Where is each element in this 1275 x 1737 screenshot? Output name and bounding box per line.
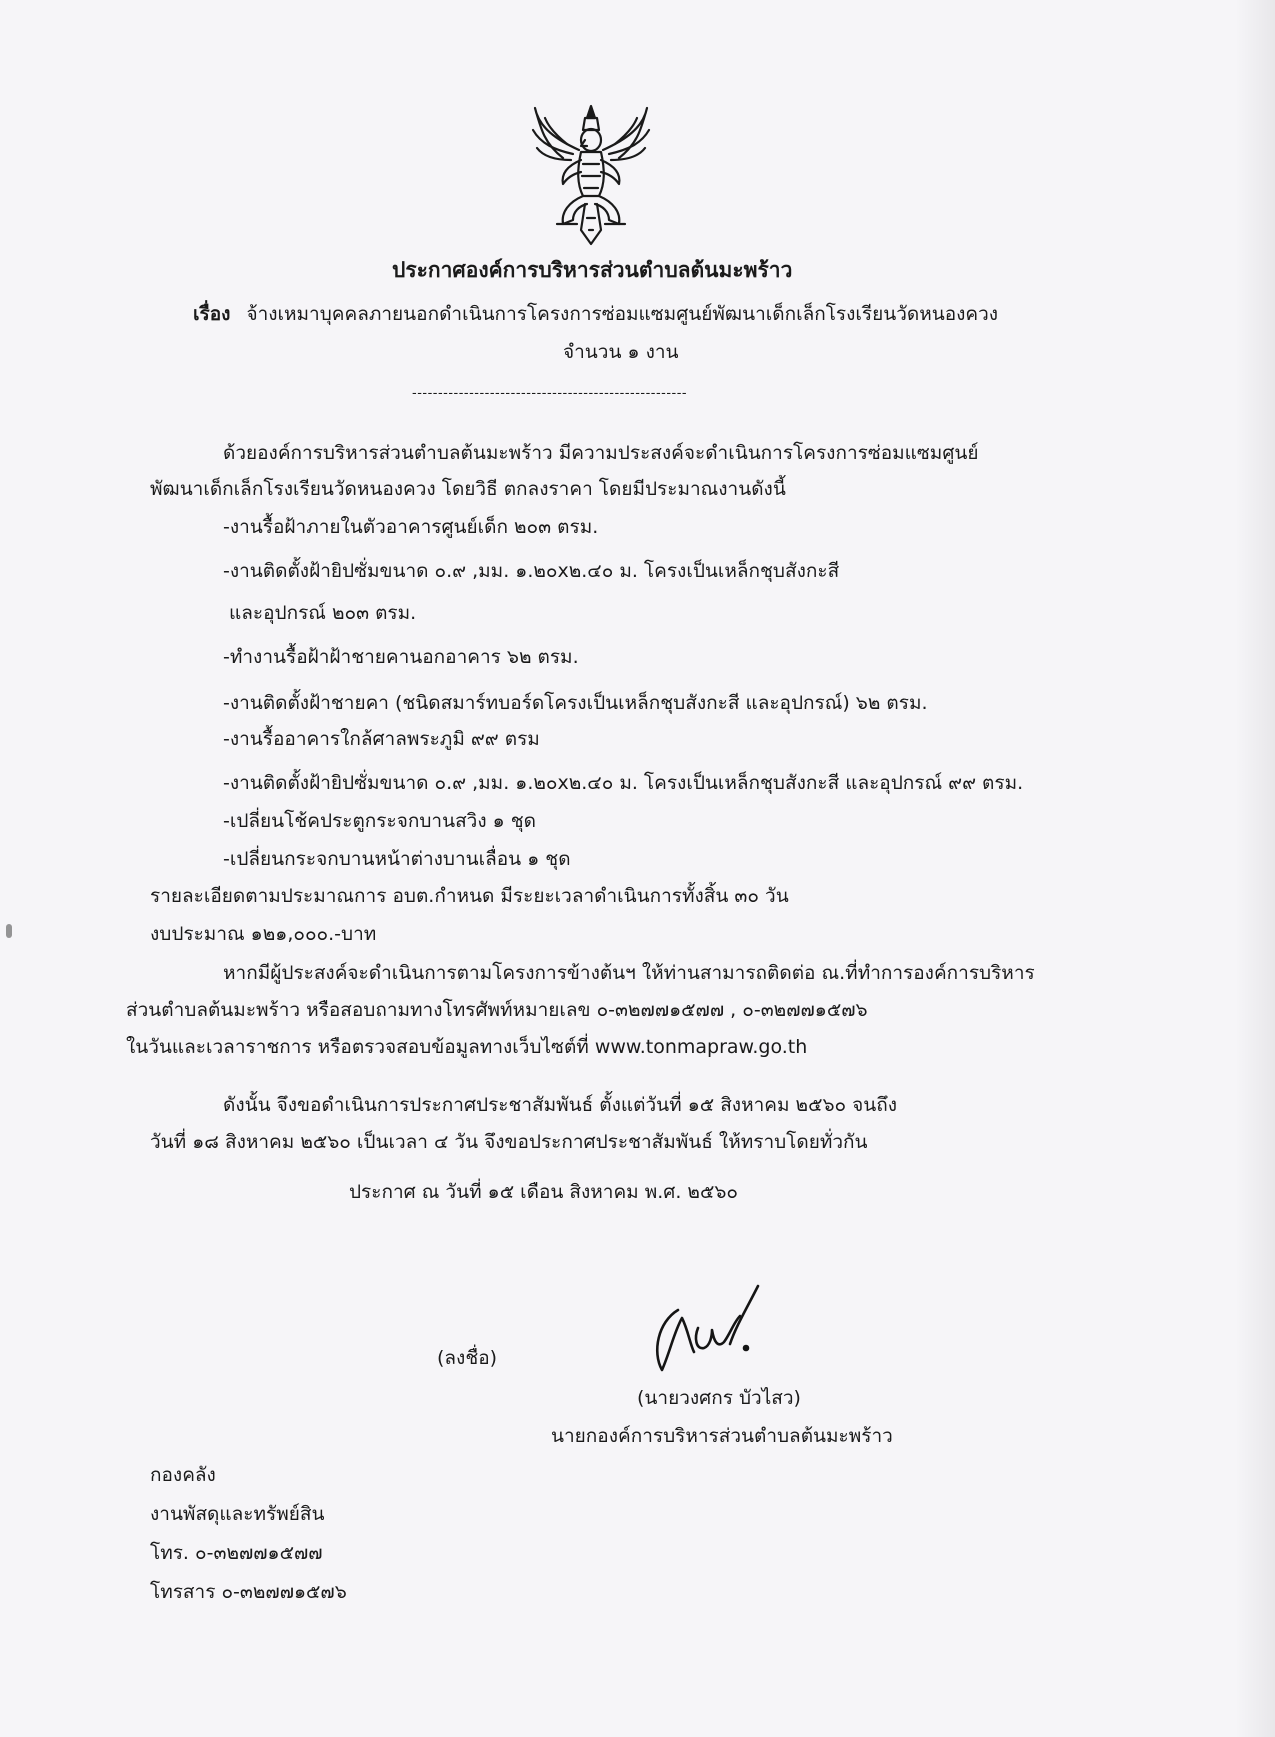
subject-label: เรื่อง bbox=[193, 303, 231, 325]
footer-section: งานพัสดุและทรัพย์สิน bbox=[150, 1503, 325, 1525]
subject-text: จ้างเหมาบุคคลภายนอกดำเนินการโครงการซ่อมแซมศูนย์พัฒนาเด็กเล็กโรงเรียนวัดหนองควง bbox=[246, 303, 999, 325]
contact-line-1: หากมีผู้ประสงค์จะดำเนินการตามโครงการข้างต้นฯ ให้ท่านสามารถติดต่อ ณ.ที่ทำการองค์การบริหาร bbox=[223, 962, 1035, 984]
subject-line-2: จำนวน ๑ งาน bbox=[563, 341, 679, 363]
scan-speck bbox=[6, 924, 12, 938]
details-line: รายละเอียดตามประมาณการ อบต.กำหนด มีระยะเวลาดำเนินการทั้งสิ้น ๓๐ วัน bbox=[150, 885, 789, 907]
announce-line-1: ดังนั้น จึงขอดำเนินการประกาศประชาสัมพันธ์ ตั้งแต่วันที่ ๑๕ สิงหาคม ๒๕๖๐ จนถึง bbox=[223, 1094, 898, 1116]
work-item: -งานติดตั้งฝ้าชายคา (ชนิดสมาร์ทบอร์ดโครงเป็นเหล็กชุบสังกะสี และอุปกรณ์) ๖๒ ตรม. bbox=[223, 692, 928, 714]
footer-fax: โทรสาร ๐-๓๒๗๗๑๕๗๖ bbox=[150, 1581, 347, 1603]
garuda-emblem-icon bbox=[527, 100, 655, 248]
intro-line-2: พัฒนาเด็กเล็กโรงเรียนวัดหนองควง โดยวิธี ตกลงราคา โดยมีประมาณงานดังนี้ bbox=[150, 478, 786, 500]
work-item: -เปลี่ยนกระจกบานหน้าต่างบานเลื่อน ๑ ชุด bbox=[223, 848, 571, 870]
work-item: -งานรื้ออาคารใกล้ศาลพระภูมิ ๙๙ ตรม bbox=[223, 728, 540, 750]
scan-edge-shadow bbox=[1235, 0, 1275, 1737]
work-item: -งานติดตั้งฝ้ายิปซั่มขนาด ๐.๙ ,มม. ๑.๒๐x๒.๔๐ ม. โครงเป็นเหล็กชุบสังกะสี bbox=[223, 560, 840, 582]
document-title: ประกาศองค์การบริหารส่วนตำบลต้นมะพร้าว bbox=[392, 258, 793, 282]
signatory-position: นายกองค์การบริหารส่วนตำบลต้นมะพร้าว bbox=[551, 1425, 893, 1447]
budget-line: งบประมาณ ๑๒๑,๐๐๐.-บาท bbox=[150, 923, 377, 945]
work-item: -งานติดตั้งฝ้ายิปซั่มขนาด ๐.๙ ,มม. ๑.๒๐x๒.๔๐ ม. โครงเป็นเหล็กชุบสังกะสี และอุปกรณ์ ๙๙ ตรม. bbox=[223, 772, 1024, 794]
announce-line-2: วันที่ ๑๘ สิงหาคม ๒๕๖๐ เป็นเวลา ๔ วัน จึงขอประกาศประชาสัมพันธ์ ให้ทราบโดยทั่วกัน bbox=[150, 1131, 868, 1153]
work-item: -เปลี่ยนโช้คประตูกระจกบานสวิง ๑ ชุด bbox=[223, 810, 536, 832]
work-item: และอุปกรณ์ ๒๐๓ ตรม. bbox=[229, 602, 417, 624]
header-divider: ----------------------------------------------------- bbox=[412, 386, 688, 401]
contact-line-2: ส่วนตำบลต้นมะพร้าว หรือสอบถามทางโทรศัพท์หมายเลข ๐-๓๒๗๗๑๕๗๗ , ๐-๓๒๗๗๑๕๗๖ bbox=[126, 999, 868, 1021]
contact-line-3: ในวันและเวลาราชการ หรือตรวจสอบข้อมูลทางเว็บไซต์ที่ www.tonmapraw.go.th bbox=[126, 1036, 808, 1058]
subject-line bbox=[193, 301, 998, 327]
footer-phone: โทร. ๐-๓๒๗๗๑๕๗๗ bbox=[150, 1542, 323, 1564]
intro-line-1: ด้วยองค์การบริหารส่วนตำบลต้นมะพร้าว มีความประสงค์จะดำเนินการโครงการซ่อมแซมศูนย์ bbox=[223, 442, 979, 464]
signatory-name: (นายวงศกร บัวไสว) bbox=[637, 1387, 801, 1409]
work-item: -งานรื้อฝ้าภายในตัวอาคารศูนย์เด็ก ๒๐๓ ตรม. bbox=[223, 516, 599, 538]
work-item: -ทำงานรื้อฝ้าฝ้าชายคานอกอาคาร ๖๒ ตรม. bbox=[223, 646, 579, 668]
handwritten-signature-icon bbox=[648, 1282, 798, 1382]
signature-label: (ลงชื่อ) bbox=[437, 1347, 498, 1369]
footer-department: กองคลัง bbox=[150, 1464, 216, 1486]
announcement-date: ประกาศ ณ วันที่ ๑๕ เดือน สิงหาคม พ.ศ. ๒๕๖๐ bbox=[349, 1181, 738, 1203]
